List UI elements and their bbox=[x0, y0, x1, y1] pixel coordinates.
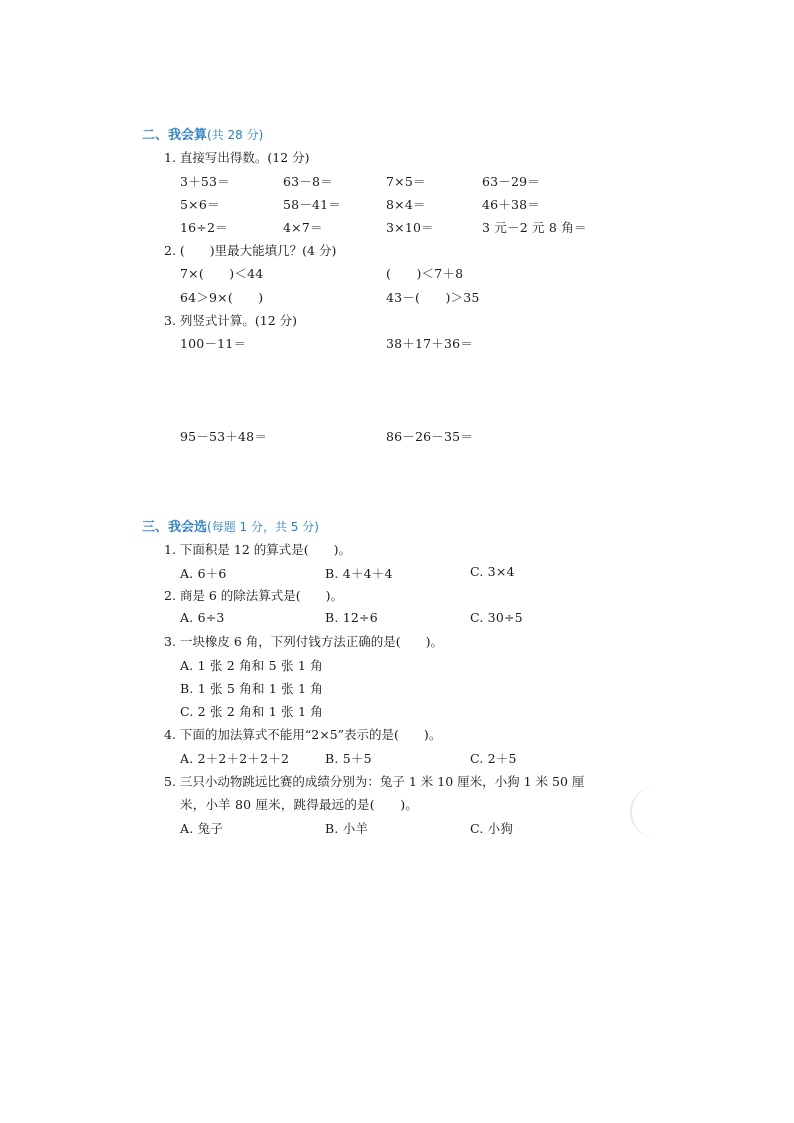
q1-problem: 4×7＝ bbox=[283, 220, 323, 235]
choice-question-continued: 米，小羊 80 厘米，跳得最远的是( )。 bbox=[180, 797, 419, 812]
q1-problem: 3＋53＝ bbox=[180, 174, 230, 189]
choice-question: 4. 下面的加法算式不能用“2×5”表示的是( )。 bbox=[164, 727, 442, 742]
scan-artifact bbox=[630, 786, 662, 838]
q2-title: 2. ( )里最大能填几？(4 分) bbox=[164, 243, 337, 258]
section-3-title bbox=[142, 516, 319, 535]
q3-title: 3. 列竖式计算。(12 分) bbox=[164, 313, 298, 328]
section-3-score: (每题 1 分，共 5 分) bbox=[207, 520, 319, 534]
q2-problem: 43－( )＞35 bbox=[386, 290, 480, 305]
q1-problem: 3 元－2 元 8 角＝ bbox=[482, 220, 587, 235]
q1-problem: 63－29＝ bbox=[482, 174, 541, 189]
choice-option: B. 1 张 5 角和 1 张 1 角 bbox=[180, 681, 324, 696]
q3-problem: 95－53＋48＝ bbox=[180, 429, 268, 444]
q1-problem: 46＋38＝ bbox=[482, 197, 541, 212]
choice-question: 2. 商是 6 的除法算式是( )。 bbox=[164, 588, 344, 603]
q1-problem: 63－8＝ bbox=[283, 174, 333, 189]
section-2-title bbox=[142, 124, 263, 143]
choice-option: B. 小羊 bbox=[325, 821, 369, 836]
q1-problem: 7×5＝ bbox=[386, 174, 426, 189]
section-3-heading: 三、我会选 bbox=[142, 520, 208, 535]
q3-problem: 100－11＝ bbox=[180, 336, 247, 351]
section-2-score: (共 28 分) bbox=[207, 128, 264, 142]
choice-option: A. 6÷3 bbox=[180, 610, 225, 625]
choice-option: A. 6＋6 bbox=[180, 566, 227, 581]
choice-question: 5. 三只小动物跳远比赛的成绩分别为：兔子 1 米 10 厘米，小狗 1 米 50 厘 bbox=[164, 774, 585, 789]
choice-option: B. 4＋4＋4 bbox=[325, 566, 393, 581]
q1-problem: 5×6＝ bbox=[180, 197, 220, 212]
q1-problem: 8×4＝ bbox=[386, 197, 426, 212]
choice-option: B. 12÷6 bbox=[325, 610, 378, 625]
q1-title: 1. 直接写出得数。(12 分) bbox=[164, 150, 310, 165]
q3-problem: 86－26－35＝ bbox=[386, 429, 474, 444]
choice-question: 3. 一块橡皮 6 角，下列付钱方法正确的是( )。 bbox=[164, 634, 444, 649]
section-2-heading: 二、我会算 bbox=[142, 128, 208, 143]
choice-question: 1. 下面积是 12 的算式是( )。 bbox=[164, 542, 352, 557]
choice-option: C. 3×4 bbox=[470, 564, 515, 579]
q2-problem: 7×( )＜44 bbox=[180, 266, 264, 281]
choice-option: A. 兔子 bbox=[180, 821, 223, 836]
choice-option: C. 小狗 bbox=[470, 821, 514, 836]
q2-problem: 64＞9×( ) bbox=[180, 290, 264, 305]
q1-problem: 58－41＝ bbox=[283, 197, 342, 212]
choice-option: B. 5＋5 bbox=[325, 751, 372, 766]
choice-option: C. 30÷5 bbox=[470, 610, 523, 625]
q1-problem: 3×10＝ bbox=[386, 220, 434, 235]
choice-option: C. 2 张 2 角和 1 张 1 角 bbox=[180, 704, 323, 719]
q2-problem: ( )＜7＋8 bbox=[386, 266, 464, 281]
choice-option: A. 2＋2＋2＋2＋2 bbox=[180, 751, 290, 766]
choice-option: C. 2＋5 bbox=[470, 751, 517, 766]
choice-option: A. 1 张 2 角和 5 张 1 角 bbox=[180, 658, 323, 673]
q3-problem: 38＋17＋36＝ bbox=[386, 336, 474, 351]
q1-problem: 16÷2＝ bbox=[180, 220, 228, 235]
